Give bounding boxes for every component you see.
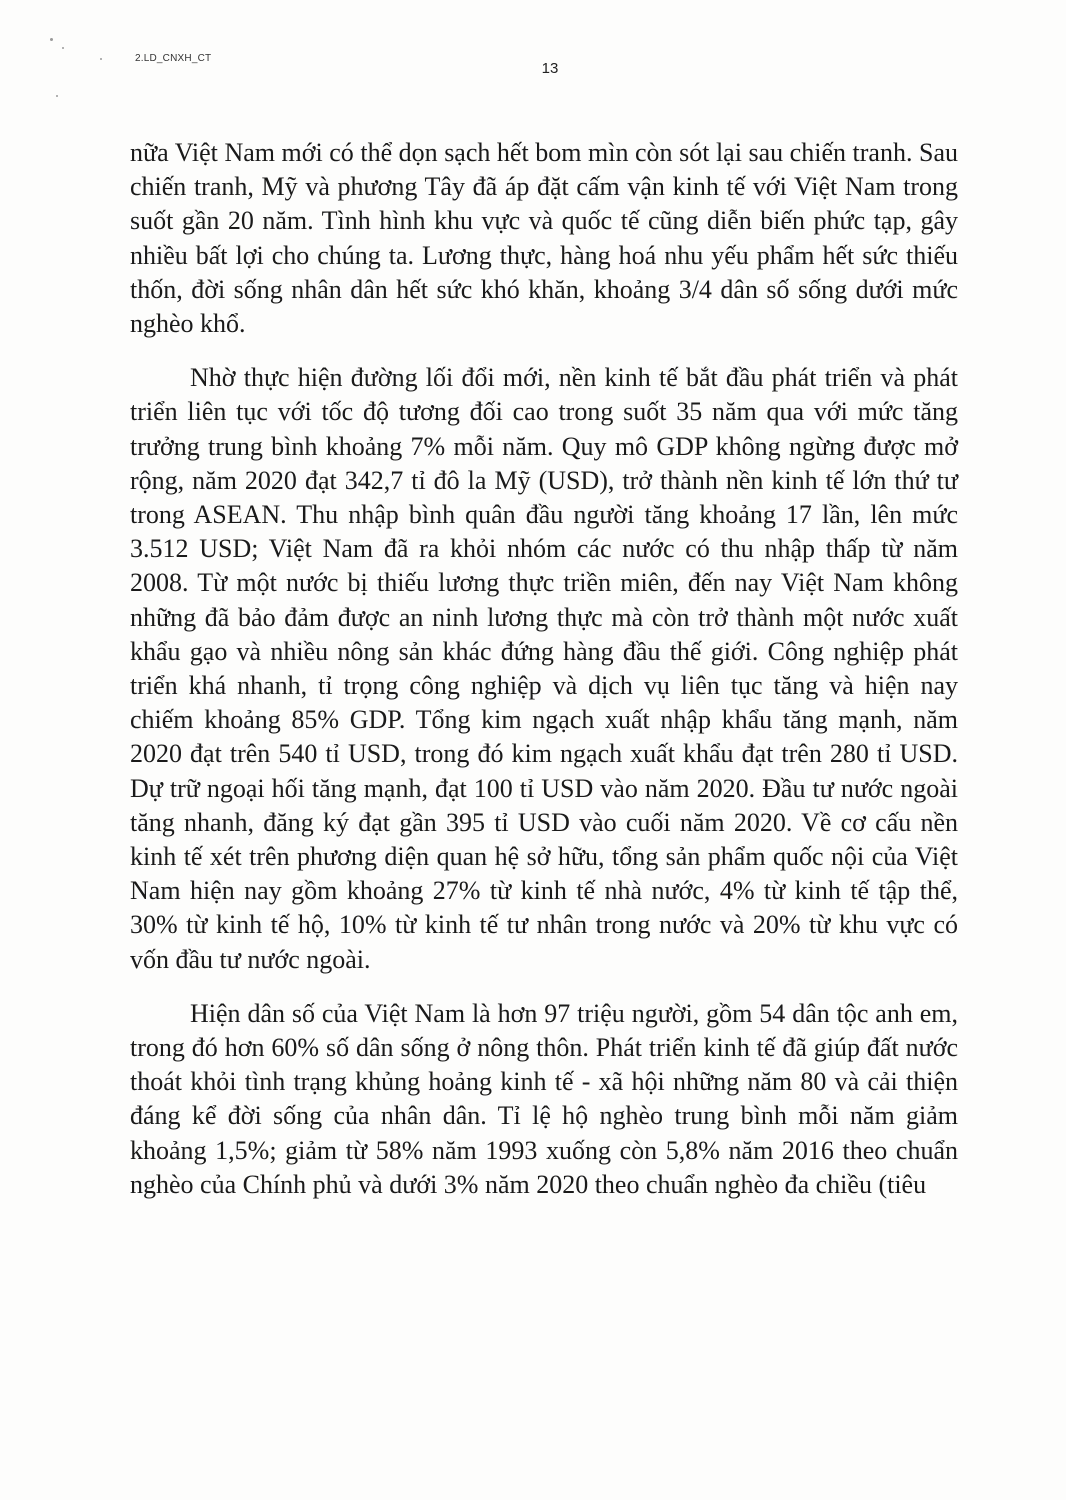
- body-text: [130, 136, 958, 1222]
- document-code: 2.LD_CNXH_CT: [135, 53, 212, 64]
- paragraph-2: Nhờ thực hiện đường lối đổi mới, nền kinh tế bắt đầu phát triển và phát triển liên tục với tốc độ tương đối cao trong suốt 35 năm qua với mức tăng trưởng trung bình khoảng 7% mỗi năm. Quy mô GDP không ngừng được mở rộng, năm 2020 đạt 342,7 tỉ đô la Mỹ (USD), trở thành nền kinh tế lớn thứ tư trong ASEAN. Thu nhập bình quân đầu người tăng khoảng 17 lần, lên mức 3.512 USD; Việt Nam đã ra khỏi nhóm các nước có thu nhập thấp từ năm 2008. Từ một nước bị thiếu lương thực triền miên, đến nay Việt Nam không những đã bảo đảm được an ninh lương thực mà còn trở thành một nước xuất khẩu gạo và nhiều nông sản khác đứng hàng đầu thế giới. Công nghiệp phát triển khá nhanh, tỉ trọng công nghiệp và dịch vụ liên tục tăng và hiện nay chiếm khoảng 85% GDP. Tổng kim ngạch xuất nhập khẩu tăng mạnh, năm 2020 đạt trên 540 tỉ USD, trong đó kim ngạch xuất khẩu đạt trên 280 tỉ USD. Dự trữ ngoại hối tăng mạnh, đạt 100 tỉ USD vào năm 2020. Đầu tư nước ngoài tăng nhanh, đăng ký đạt gần 395 tỉ USD vào cuối năm 2020. Về cơ cấu nền kinh tế xét trên phương diện quan hệ sở hữu, tổng sản phẩm quốc nội của Việt Nam hiện nay gồm khoảng 27% từ kinh tế nhà nước, 4% từ kinh tế tập thể, 30% từ kinh tế hộ, 10% từ kinh tế tư nhân trong nước và 20% từ khu vực có vốn đầu tư nước ngoài.: [130, 363, 958, 974]
- scan-speck: [56, 95, 58, 97]
- scan-speck: [100, 58, 102, 60]
- page-number: 13: [541, 60, 559, 77]
- scan-speck: [50, 38, 53, 41]
- paragraph-3: Hiện dân số của Việt Nam là hơn 97 triệu người, gồm 54 dân tộc anh em, trong đó hơn 60% số dân sống ở nông thôn. Phát triển kinh tế đã giúp đất nước thoát khỏi tình trạng khủng hoảng kinh tế - xã hội những năm 80 và cải thiện đáng kể đời sống của nhân dân. Tỉ lệ hộ nghèo trung bình mỗi năm giảm khoảng 1,5%; giảm từ 58% năm 1993 xuống còn 5,8% năm 2016 theo chuẩn nghèo của Chính phủ và dưới 3% năm 2020 theo chuẩn nghèo đa chiều (tiêu: [130, 998, 958, 1199]
- paragraph-1: nữa Việt Nam mới có thể dọn sạch hết bom mìn còn sót lại sau chiến tranh. Sau chiến tranh, Mỹ và phương Tây đã áp đặt cấm vận kinh tế với Việt Nam trong suốt gần 20 năm. Tình hình khu vực và quốc tế cũng diễn biến phức tạp, gây nhiều bất lợi cho chúng ta. Lương thực, hàng hoá nhu yếu phẩm hết sức thiếu thốn, đời sống nhân dân hết sức khó khăn, khoảng 3/4 dân số sống dưới mức nghèo khổ.: [130, 138, 958, 339]
- scan-speck: [62, 47, 64, 49]
